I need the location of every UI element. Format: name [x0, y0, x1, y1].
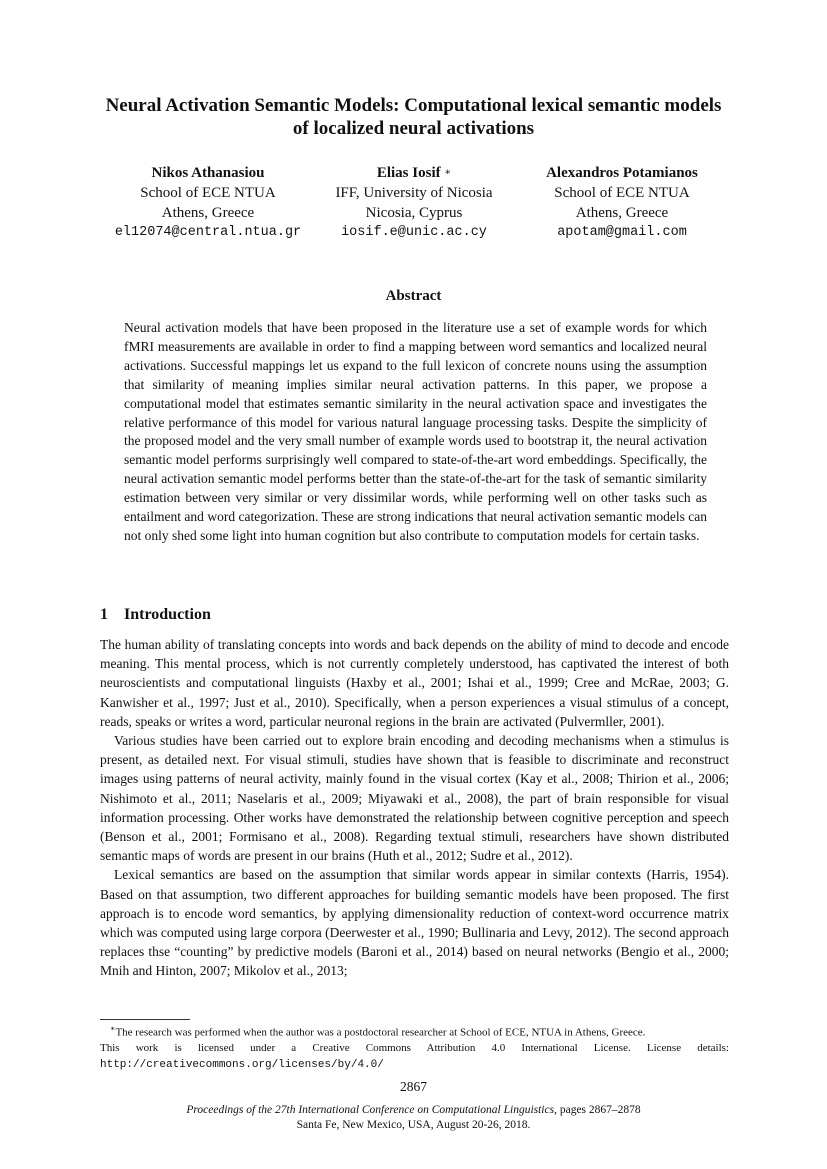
author-footnote-mark: ∗ — [444, 167, 452, 178]
paragraph-1: The human ability of translating concepts into words and back depends on the ability of mind to decode and encode meaning. This mental process, which is not currently completely understood, has captivated the interest of both neuroscientists and computational linguists (Haxby et al., 2001; Ishai et al., 1999; Cree and McRae, 2003; G. Kanwisher et al., 1997; Just et al., 2010). Specifically, when a person experiences a visual stimulus of a concept, reads, speaks or writes a word, particular neuronal regions in the brain are activated (Pulvermller, 2001). — [100, 637, 729, 729]
proceedings-line-2: Santa Fe, New Mexico, USA, August 20-26, 2018. — [296, 1119, 531, 1131]
footnote-text: The research was performed when the author was a postdoctoral researcher at School of ECE, NTUA in Athens, Greece. — [115, 1026, 646, 1039]
author-affiliation: IFF, University of Nicosia — [335, 185, 493, 201]
footnote-author — [100, 1021, 729, 1041]
author-email: apotam@gmail.com — [557, 225, 687, 240]
author-affiliation: School of ECE NTUA — [140, 185, 276, 201]
author-location: Athens, Greece — [161, 205, 255, 221]
section-body — [100, 635, 729, 981]
section-title: Introduction — [124, 606, 211, 623]
proceedings-pages: , pages 2867–2878 — [554, 1104, 641, 1116]
proceedings-line-1 — [0, 1103, 827, 1118]
author-email: el12074@central.ntua.gr — [114, 225, 302, 240]
footnotes — [100, 1021, 729, 1073]
author-name: Alexandros Potamianos — [546, 165, 698, 181]
author-name: Nikos Athanasiou — [151, 165, 265, 181]
author-1 — [88, 163, 328, 243]
paragraph-2: Various studies have been carried out to explore brain encoding and decoding mechanisms when a stimulus is present, as detailed next. For visual stimuli, studies have shown that is feasible to discriminate and reconstruct images using patterns of neural activity, mainly found in the visual cortex (Kay et al., 2008; Thirion et al., 2006; Nishimoto et al., 2011; Naselaris et al., 2009; Miyawaki et al., 2008), the part of brain responsible for visual information processing. Other works have demonstrated the relationship between cognitive perception and speech (Benson et al., 2001; Formisano et al., 2008). Regarding textual stimuli, researchers have shown distributed semantic maps of words are present in our brains (Huth et al., 2012; Sudre et al., 2012). — [100, 733, 729, 864]
page-number: 2867 — [400, 1079, 427, 1094]
proceedings-footer — [0, 1103, 827, 1133]
abstract-heading: Abstract — [385, 288, 442, 304]
footnote-license — [100, 1041, 729, 1073]
license-url[interactable]: http://creativecommons.org/licenses/by/4.0/ — [100, 1058, 384, 1071]
author-2 — [294, 163, 534, 243]
author-location: Nicosia, Cyprus — [365, 205, 463, 221]
footnote-mark: ∗ — [110, 1024, 116, 1033]
author-name: Elias Iosif ∗ — [376, 165, 452, 181]
author-3 — [502, 163, 742, 243]
license-text: This work is licensed under a Creative Commons Attribution 4.0 International License. License details: — [100, 1042, 729, 1055]
proceedings-venue: Proceedings of the 27th International Conference on Computational Linguistics — [186, 1104, 555, 1116]
author-affiliation: School of ECE NTUA — [554, 185, 690, 201]
paper-title: Neural Activation Semantic Models: Computational lexical semantic models of localized neural activations — [105, 95, 722, 139]
section-heading — [100, 606, 211, 624]
paragraph-3: Lexical semantics are based on the assumption that similar words appear in similar contexts (Harris, 1954). Based on that assumption, two different approaches for building semantic models have been proposed. The first approach is to encode word semantics, by applying dimensionality reduction of context-word occurrence matrix which was computed using large corpora (Deerwester et al., 1990; Bullinaria and Levy, 2012). The second approach replaces thse “counting” by predictive models (Baroni et al., 2014) based on neural networks (Bengio et al., 2000; Mnih and Hinton, 2007; Mikolov et al., 2013; — [100, 867, 729, 979]
author-email: iosif.e@unic.ac.cy — [341, 225, 487, 240]
footnote-divider — [100, 1019, 190, 1020]
section-number: 1 — [100, 606, 108, 623]
author-location: Athens, Greece — [575, 205, 669, 221]
abstract-text: Neural activation models that have been proposed in the literature use a set of example words for which fMRI measurements are available in order to find a mapping between word semantics and localized neural activations. Successful mappings let us expand to the full lexicon of concrete nouns using the assumption that similarity of meaning implies similar neural activation patterns. In this paper, we propose a computational model that estimates semantic similarity in the neural activation space and investigates the relative performance of this model for various natural language processing tasks. Despite the simplicity of the proposed model and the very small number of example words used to bootstrap it, the neural activation semantic model performs surprisingly well compared to state-of-the-art word embeddings. Specifically, the neural activation semantic model performs better than the state-of-the-art for the task of semantic similarity estimation between very similar or very dissimilar words, while performing well on other tasks such as entailment and word categorization. These are strong indications that neural activation semantic models can not only shed some light into human cognition but also contribute to computation models for certain tasks. — [124, 320, 707, 543]
